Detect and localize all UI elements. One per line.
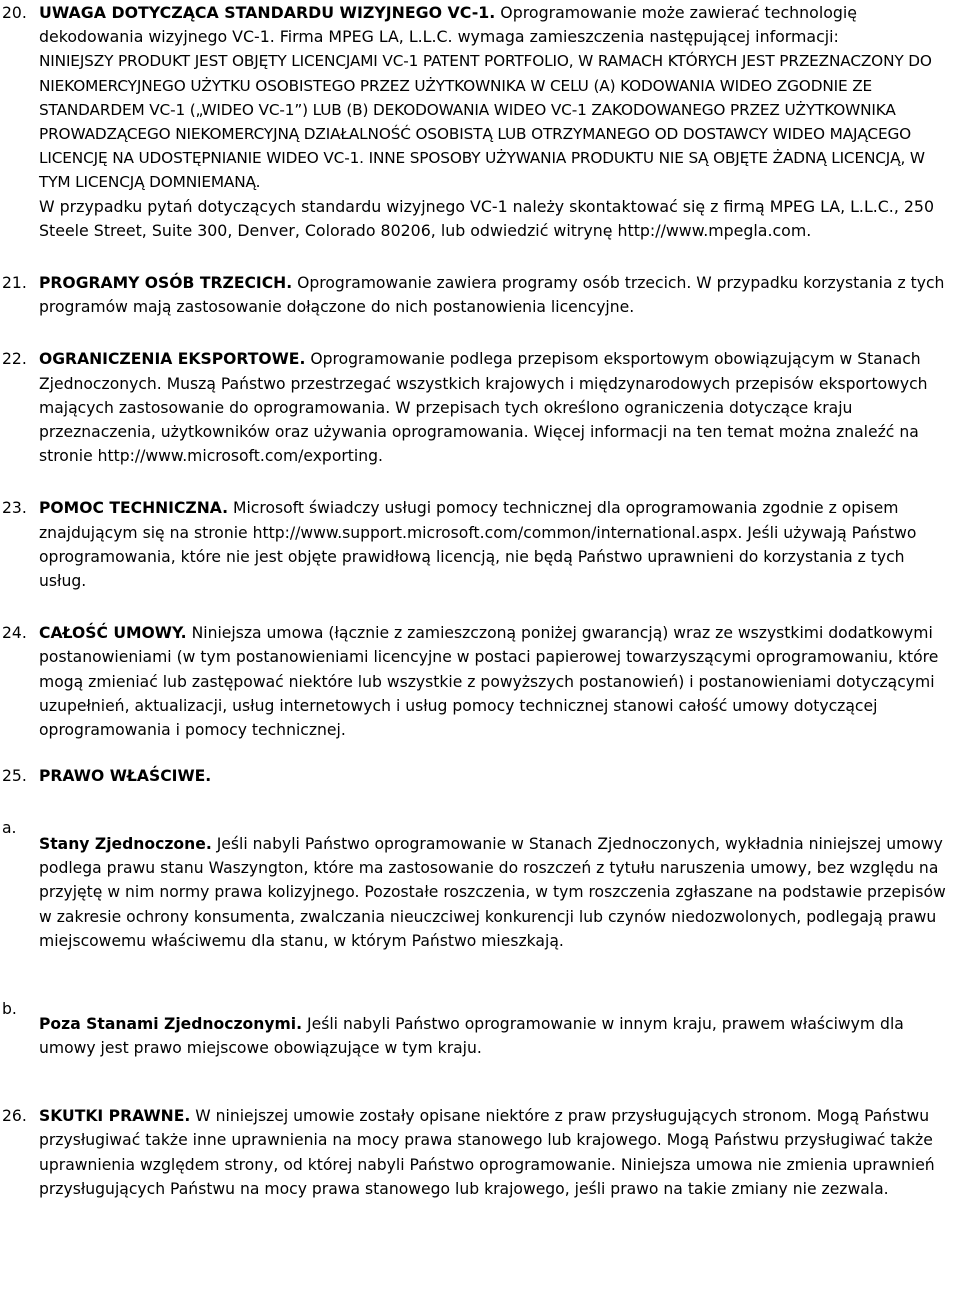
subsection-letter: a. bbox=[2, 819, 17, 838]
section-body bbox=[39, 1104, 954, 1201]
section-body bbox=[39, 621, 954, 742]
subsection-body bbox=[39, 997, 954, 1077]
section-paragraph bbox=[39, 764, 954, 788]
subsection-b bbox=[2, 997, 954, 1077]
section-text: Oprogramowanie może zawierać technologię dekodowania wizyjnego VC-1. Firma MPEG LA, L.L.C. wymaga zamieszczenia następującej informacji: bbox=[39, 3, 858, 47]
subsection-text: Jeśli nabyli Państwo oprogramowanie w Stanach Zjednoczonych, wykładnia niniejszej umowy podlega prawu stanu Waszyngton, które ma zastosowanie do roszczeń z tytułu naruszenia umowy, bez względu na przyjętę w nim normy prawa kolizyjnego. Pozostałe roszczenia, w tym roszczenia zgłaszane na podstawie przepisów w zakresie ochrony konsumenta, zwalczania nieuczciwej konkurencji lub czynów niedozwolonych, podlegają prawu miejscowemu właściwemu dla stanu, w którym Państwo mieszkają. bbox=[39, 835, 946, 950]
section-intro bbox=[39, 1, 954, 49]
section-paragraph bbox=[39, 1104, 954, 1201]
section-title: SKUTKI PRAWNE. bbox=[39, 1107, 191, 1126]
section-title: PRAWO WŁAŚCIWE. bbox=[39, 767, 212, 786]
contact-text: W przypadku pytań dotyczących standardu wizyjnego VC-1 należy skontaktować się z firmą MPEG LA, L.L.C., 250 Steele Street, Suite 300, Denver, Colorado 80206, lub odwiedzić witrynę http://www.mpegla.com. bbox=[39, 196, 935, 240]
section-number: 22. bbox=[2, 350, 27, 369]
section-text: W niniejszej umowie zostały opisane niektóre z praw przysługujących stronom. Mogą Państwu przysługiwać także inne uprawnienia na mocy prawa stanowego lub krajowego. Mogą Państwu przysługiwać także uprawnienia względem strony, od której nabyli Państwo oprogramowanie. Niniejsza umowa nie zmienia uprawnień przysługujących Państwu na mocy prawa stanowego lub krajowego, jeśli prawo na takie zmiany nie zezwala. bbox=[39, 1107, 935, 1198]
section-text: Microsoft świadczy usługi pomocy technicznej dla oprogramowania zgodnie z opisem znajdującym się na stronie http://www.support.microsoft.com/common/international.aspx. Jeśli używają Państwo oprogramowania, które nie jest objęte prawidłową licencją, nie będą Państwo uprawnieni do korzystania z tych usług. bbox=[39, 499, 917, 591]
section-body bbox=[39, 271, 954, 319]
section-number: 21. bbox=[2, 274, 27, 293]
section-paragraph bbox=[39, 496, 954, 593]
section-paragraph bbox=[39, 621, 954, 742]
section-title: POMOC TECHNICZNA. bbox=[39, 499, 229, 518]
section-title: UWAGA DOTYCZĄCA STANDARDU WIZYJNEGO VC-1. bbox=[39, 3, 496, 22]
section-body bbox=[39, 764, 954, 788]
section-title: PROGRAMY OSÓB TRZECICH. bbox=[39, 274, 293, 293]
section-25 bbox=[2, 764, 954, 788]
subsection-title: Poza Stanami Zjednoczonymi. bbox=[39, 1015, 303, 1034]
section-20 bbox=[2, 1, 954, 243]
section-number: 24. bbox=[2, 624, 27, 643]
subsection-text: Jeśli nabyli Państwo oprogramowanie w innym kraju, prawem właściwym dla umowy jest prawo miejscowe obowiązujące w tym kraju. bbox=[39, 1015, 904, 1058]
section-body bbox=[39, 1, 954, 243]
subsection-a bbox=[2, 816, 954, 968]
notice-caps-text: NINIEJSZY PRODUKT JEST OBJĘTY LICENCJAMI VC-1 PATENT PORTFOLIO, W RAMACH KTÓRYCH JEST PRZEZNACZONY DO NIEKOMERCYJNEGO UŻYTKU OSOBISTEGO PRZEZ UŻYTKOWNIKA W CELU (A) KODOWANIA WIDEO ZGODNIE ZE STANDARDEM VC-1 („WIDEO VC-1”) LUB (B) DEKODOWANIA WIDEO VC-1 ZAKODOWANEGO PRZEZ UŻYTKOWNIKA PROWADZĄCEGO NIEKOMERCYJNĄ DZIAŁALNOŚĆ OSOBISTĄ LUB OTRZYMANEGO OD DOSTAWCY WIDEO MAJĄCEGO LICENCJĘ NA UDOSTĘPNIANIE WIDEO VC-1. INNE SPOSOBY UŻYWANIA PRODUKTU NIE SĄ OBJĘTE ŻADNĄ LICENCJĄ, W TYM LICENCJĄ DOMNIEMANĄ. bbox=[39, 52, 932, 192]
section-22 bbox=[2, 347, 954, 468]
section-paragraph bbox=[39, 347, 954, 468]
section-body bbox=[39, 496, 954, 593]
section-21 bbox=[2, 271, 954, 319]
subsection-paragraph bbox=[39, 832, 954, 953]
section-number: 23. bbox=[2, 499, 27, 518]
subsection-letter: b. bbox=[2, 999, 17, 1018]
section-number: 20. bbox=[2, 4, 27, 22]
subsection-title: Stany Zjednoczone. bbox=[39, 835, 212, 854]
subsection-paragraph bbox=[39, 1012, 954, 1060]
section-number: 25. bbox=[2, 767, 27, 786]
section-23 bbox=[2, 496, 954, 593]
section-number: 26. bbox=[2, 1107, 27, 1126]
section-text: Oprogramowanie podlega przepisom eksportowym obowiązującym w Stanach Zjednoczonych. Muszą Państwo przestrzegać wszystkich krajowych i międzynarodowych przepisów eksportowych mających zastosowanie do oprogramowania. W przepisach tych określono ograniczenia dotyczące kraju przeznaczenia, użytkowników oraz używania oprogramowania. Więcej informacji na ten temat można znaleźć na stronie http://www.microsoft.com/exporting. bbox=[39, 350, 928, 466]
subsection-body bbox=[39, 816, 954, 968]
section-title: CAŁOŚĆ UMOWY. bbox=[39, 624, 187, 643]
section-body bbox=[39, 347, 954, 468]
section-26 bbox=[2, 1104, 954, 1201]
section-paragraph bbox=[39, 271, 954, 319]
section-24 bbox=[2, 621, 954, 742]
section-text: Niniejsza umowa (łącznie z zamieszczoną poniżej gwarancją) wraz ze wszystkimi dodatkowymi postanowieniami (w tym postanowieniami licencyjne w postaci papierowej towarzyszącymi oprogramowaniu, które mogą zmieniać lub zastępować niektóre lub wszystkie z powyższych postanowień) i postanowieniami dotyczącymi uzupełnień, aktualizacji, usług internetowych i usług pomocy technicznej stanowi całość umowy dotyczącej oprogramowania i pomocy technicznej. bbox=[39, 624, 939, 740]
section-title: OGRANICZENIA EKSPORTOWE. bbox=[39, 350, 306, 369]
section-text: Oprogramowanie zawiera programy osób trzecich. W przypadku korzystania z tych programów mają zastosowanie dołączone do nich postanowienia licencyjne. bbox=[39, 274, 945, 317]
